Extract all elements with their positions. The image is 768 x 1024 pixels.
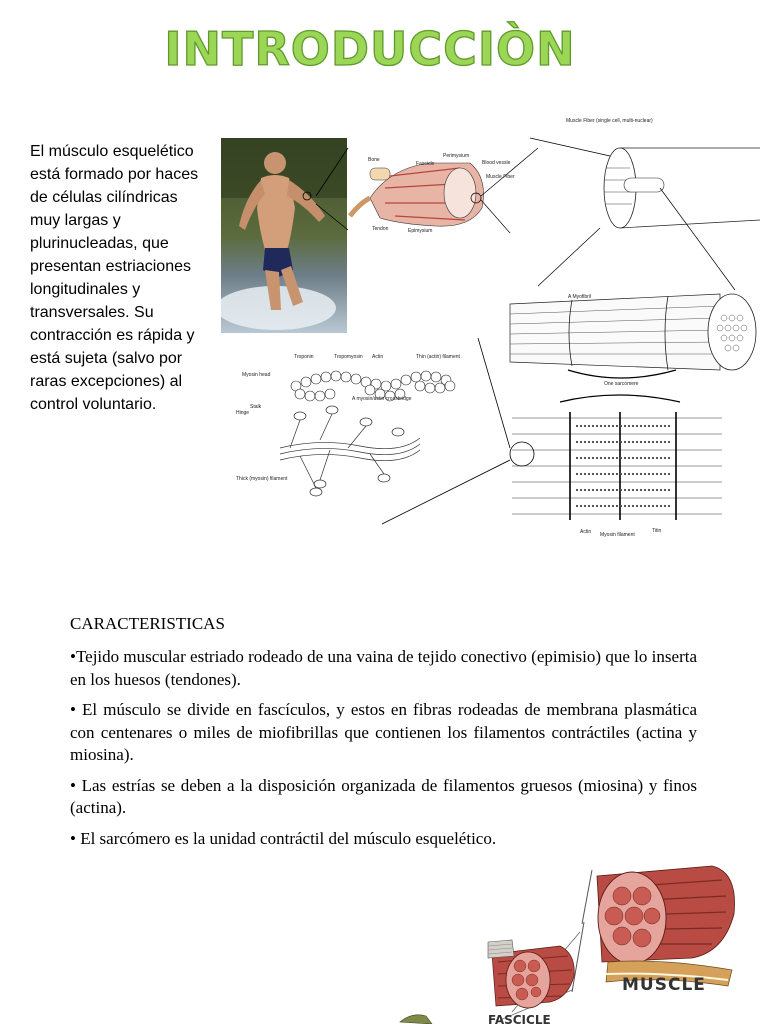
thick-filament-drawing — [280, 406, 420, 496]
muscle-fiber-drawing — [604, 148, 760, 228]
label-troponin: Troponin — [294, 354, 314, 360]
label-myosin-head: Myosin head — [242, 372, 271, 378]
myofibril-drawing — [510, 294, 756, 370]
characteristic-item: • Las estrías se deben a la disposición organizada de filamentos gruesos (miosina) y finos (actina). — [70, 775, 697, 817]
label-epimysium: Epimysium — [408, 228, 433, 234]
characteristic-item: •Tejido muscular estriado rodeado de una vaina de tejido conectivo (epimisio) que lo inserta en los huesos (tendones). — [70, 647, 697, 689]
label-one-sarcomere: One sarcomere — [604, 381, 639, 387]
label-bone: Bone — [368, 157, 380, 163]
fascicle-label-partial: FASCICLE — [488, 1013, 551, 1024]
label-blood-vessle: Blood vessle — [482, 160, 511, 166]
label-perimysium: Perimysium — [443, 153, 470, 159]
label-titin: Titin — [652, 528, 662, 534]
label-tendon: Tendon — [372, 226, 389, 232]
label-myofibril: A Myofibril — [568, 294, 592, 300]
sarcomere-drawing — [510, 408, 722, 524]
whole-muscle-drawing — [350, 163, 484, 226]
label-thin-filament: Thin (actin) filament — [416, 354, 460, 360]
label-crossbridge: A myosin/actin crossbridge — [352, 396, 412, 402]
characteristics-section — [70, 612, 697, 858]
label-myosin-filament: Myosin filament — [600, 532, 635, 538]
page-title: INTRODUCCIÒN — [164, 22, 576, 76]
intro-paragraph: El músculo esquelético está formado por haces de células cilíndricas muy largas y plurinucleadas, que presentan estriaciones longitudinales y transversales. Su contracción es rápida y está sujeta (salvo por raras excepciones) al control voluntario. — [30, 143, 199, 413]
label-tropomyosin: Tropomyosin — [334, 354, 363, 360]
muscle-structure-diagram — [220, 108, 768, 538]
label-thick-filament: Thick (myosin) filament — [236, 476, 288, 482]
label-actin-bottom: Actin — [580, 529, 592, 535]
characteristic-item: • El sarcómero es la unidad contráctil del músculo esquelético. — [70, 828, 497, 848]
label-stalk: Stalk — [250, 404, 262, 410]
muscle-label: MUSCLE — [622, 975, 706, 995]
label-muscle-fiber-small: Muscle Fiber — [486, 174, 515, 180]
label-hinge: Hinge — [236, 410, 250, 416]
characteristics-heading: CARACTERISTICAS — [70, 614, 225, 633]
muscle-illustration — [392, 862, 768, 1024]
label-actin: Actin — [372, 354, 384, 360]
characteristic-item: • El músculo se divide en fascículos, y estos en fibras rodeadas de membrana plasmática con centenares o miles de miofibrillas que contienen los filamentos contráctiles (actina y miosina). — [70, 700, 697, 764]
label-muscle-fiber: Muscle Fiber (single cell, multi-nuclear) — [566, 118, 653, 124]
label-fascicle: Fascicle — [416, 161, 435, 167]
